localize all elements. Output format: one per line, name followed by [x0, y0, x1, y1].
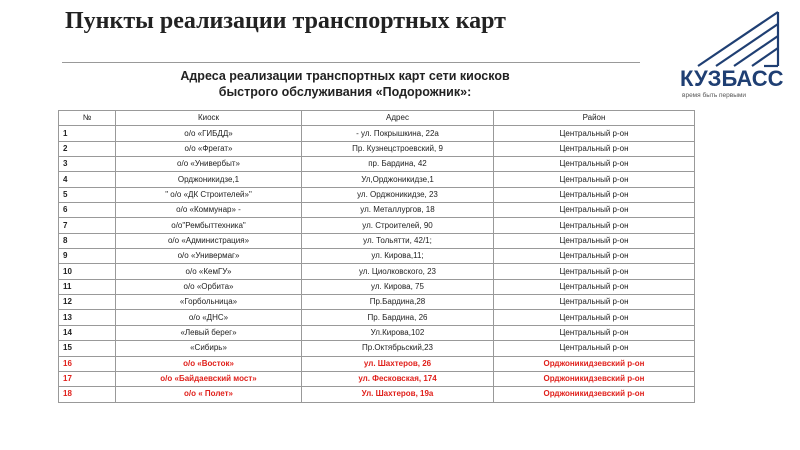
kiosk-address: Ул.Кирова,102	[302, 325, 494, 340]
kiosk-name: о/о «Орбита»	[116, 279, 302, 294]
kiosk-name: о/о « Полет»	[116, 387, 302, 402]
kiosk-district: Центральный р-он	[494, 203, 695, 218]
table-row	[59, 264, 695, 279]
row-number: 3	[59, 157, 116, 172]
header-address: Адрес	[302, 111, 494, 126]
header-district: Район	[494, 111, 695, 126]
kiosk-name: о/о «Универбыт»	[116, 157, 302, 172]
kiosk-address: ул. Фесковская, 174	[302, 371, 494, 386]
table-row	[59, 371, 695, 386]
table-row	[59, 295, 695, 310]
kiosk-district: Центральный р-он	[494, 233, 695, 248]
table-row	[59, 172, 695, 187]
kiosk-address: ул. Металлургов, 18	[302, 203, 494, 218]
kiosk-district: Центральный р-он	[494, 187, 695, 202]
table-row	[59, 249, 695, 264]
row-number: 5	[59, 187, 116, 202]
table-row	[59, 203, 695, 218]
kiosk-district: Орджоникидзевский р-он	[494, 356, 695, 371]
row-number: 15	[59, 341, 116, 356]
table-row	[59, 356, 695, 371]
kiosk-district: Орджоникидзевский р-он	[494, 387, 695, 402]
kiosk-address: ул. Шахтеров, 26	[302, 356, 494, 371]
page-title: Пункты реализации транспортных карт	[65, 8, 506, 34]
kiosk-address: ул. Орджоникидзе, 23	[302, 187, 494, 202]
table-row	[59, 233, 695, 248]
kiosk-name: о/о «Байдаевский мост»	[116, 371, 302, 386]
kiosk-address: Пр. Кузнецстроевский, 9	[302, 141, 494, 156]
row-number: 7	[59, 218, 116, 233]
kiosk-district: Центральный р-он	[494, 325, 695, 340]
kiosk-district: Центральный р-он	[494, 310, 695, 325]
row-number: 18	[59, 387, 116, 402]
kiosk-address: Пр.Бардина,28	[302, 295, 494, 310]
kiosk-name: «Сибирь»	[116, 341, 302, 356]
header-kiosk: Киоск	[116, 111, 302, 126]
kiosk-district: Центральный р-он	[494, 279, 695, 294]
row-number: 2	[59, 141, 116, 156]
row-number: 9	[59, 249, 116, 264]
kiosk-address: Ул. Шахтеров, 19а	[302, 387, 494, 402]
kiosk-name: о/о «Администрация»	[116, 233, 302, 248]
row-number: 6	[59, 203, 116, 218]
table-row	[59, 187, 695, 202]
kiosk-table	[58, 110, 695, 403]
table-row	[59, 387, 695, 402]
kiosk-name: о/о «КемГУ»	[116, 264, 302, 279]
table-row	[59, 218, 695, 233]
table-row	[59, 141, 695, 156]
table-body	[59, 126, 695, 402]
row-number: 16	[59, 356, 116, 371]
row-number: 8	[59, 233, 116, 248]
kiosk-name: " о/о «ДК Строителей»"	[116, 187, 302, 202]
kiosk-district: Центральный р-он	[494, 157, 695, 172]
kiosk-name: о/о"Рембыттехника"	[116, 218, 302, 233]
kiosk-district: Центральный р-он	[494, 141, 695, 156]
kiosk-name: о/о «Фрегат»	[116, 141, 302, 156]
row-number: 10	[59, 264, 116, 279]
kiosk-address: Пр.Октябрьский,23	[302, 341, 494, 356]
kiosk-address: Пр. Бардина, 26	[302, 310, 494, 325]
caption-line-2: быстрого обслуживания «Подорожник»:	[218, 85, 472, 99]
kiosk-address: ул. Строителей, 90	[302, 218, 494, 233]
table-header-row	[59, 111, 695, 126]
kiosk-district: Центральный р-он	[494, 264, 695, 279]
table-caption	[130, 68, 560, 100]
logo-slogan: время быть первыми	[682, 92, 747, 99]
kiosk-name: о/о «Восток»	[116, 356, 302, 371]
kiosk-district: Центральный р-он	[494, 126, 695, 141]
kiosk-district: Центральный р-он	[494, 295, 695, 310]
kiosk-name: о/о «ДНС»	[116, 310, 302, 325]
header-number: №	[59, 111, 116, 126]
table-row	[59, 279, 695, 294]
kiosk-address: ул. Циолковского, 23	[302, 264, 494, 279]
row-number: 14	[59, 325, 116, 340]
table-row	[59, 310, 695, 325]
logo-wordmark: КУЗБАСС	[680, 66, 784, 91]
kiosk-name: о/о «ГИБДД»	[116, 126, 302, 141]
kiosk-district: Центральный р-он	[494, 341, 695, 356]
kiosk-district: Орджоникидзевский р-он	[494, 371, 695, 386]
table-row	[59, 157, 695, 172]
title-divider	[62, 62, 640, 63]
kiosk-name: Орджоникидзе,1	[116, 172, 302, 187]
row-number: 4	[59, 172, 116, 187]
kiosk-district: Центральный р-он	[494, 218, 695, 233]
kiosk-name: «Левый берег»	[116, 325, 302, 340]
kuzbass-logo	[678, 6, 788, 106]
kiosk-name: «Горбольница»	[116, 295, 302, 310]
row-number: 11	[59, 279, 116, 294]
kuzbass-logo-mark-icon	[678, 6, 788, 68]
kiosk-address: - ул. Покрышкина, 22а	[302, 126, 494, 141]
kiosk-address: ул. Кирова, 75	[302, 279, 494, 294]
row-number: 17	[59, 371, 116, 386]
table-row	[59, 126, 695, 141]
kiosk-address: ул. Тольятти, 42/1;	[302, 233, 494, 248]
kiosk-name: о/о «Универмаг»	[116, 249, 302, 264]
kiosk-district: Центральный р-он	[494, 249, 695, 264]
row-number: 12	[59, 295, 116, 310]
kiosk-address: пр. Бардина, 42	[302, 157, 494, 172]
row-number: 1	[59, 126, 116, 141]
kiosk-name: о/о «Коммунар» -	[116, 203, 302, 218]
caption-line-1: Адреса реализации транспортных карт сети киосков	[180, 69, 510, 83]
kiosk-address: Ул,Орджоникидзе,1	[302, 172, 494, 187]
kiosk-district: Центральный р-он	[494, 172, 695, 187]
row-number: 13	[59, 310, 116, 325]
table-row	[59, 341, 695, 356]
table-row	[59, 325, 695, 340]
kiosk-address: ул. Кирова,11;	[302, 249, 494, 264]
